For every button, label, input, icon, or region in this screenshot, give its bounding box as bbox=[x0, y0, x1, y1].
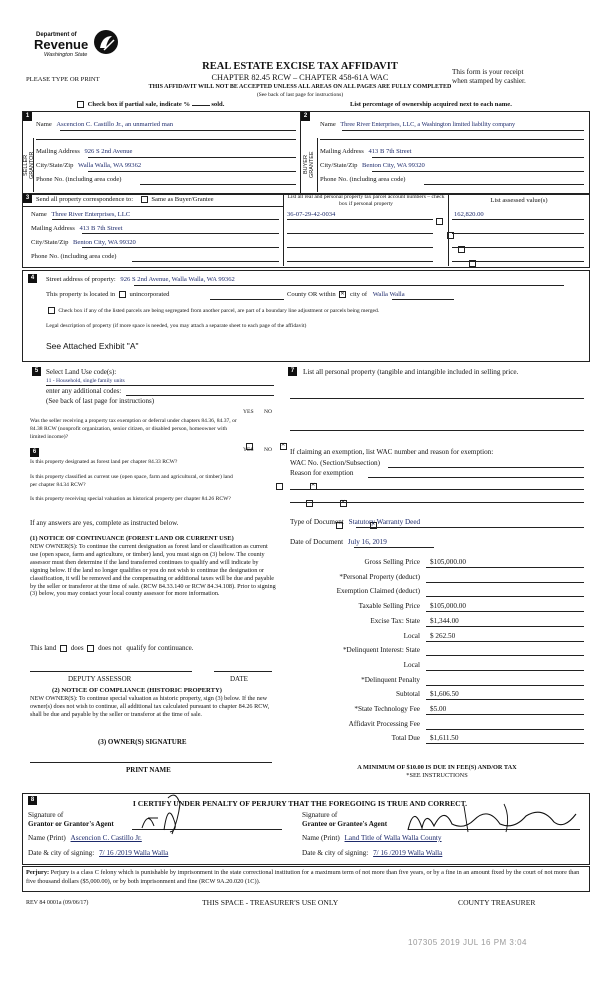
street-address-value[interactable]: 926 S 2nd Avenue, Walla Walla, WA 99362 bbox=[120, 276, 235, 283]
corr-city-row bbox=[31, 239, 136, 247]
unincorporated-label: unincorporated bbox=[129, 291, 170, 299]
wac-no-label: WAC No. (Section/Subsection) bbox=[290, 459, 381, 467]
exemption-no-checkbox[interactable] bbox=[280, 443, 287, 450]
grantee-print-value[interactable]: Land Title of Walla Walla County bbox=[344, 834, 442, 842]
buyer-grantee-label: BUYER GRANTEE bbox=[303, 151, 315, 179]
grantee-mailing-label: Mailing Address bbox=[320, 148, 364, 155]
grantor-name-value[interactable]: Ascencion C. Castillo Jr., an unmarried man bbox=[56, 121, 174, 128]
s6-no-header: NO bbox=[264, 447, 273, 453]
this-land-label: This land bbox=[30, 644, 57, 652]
land-use-label: Select Land Use code(s): bbox=[46, 368, 117, 376]
located-row bbox=[46, 291, 169, 299]
county-treasurer: COUNTY TREASURER bbox=[458, 898, 536, 907]
owner-signature-label: (3) OWNER(S) SIGNATURE bbox=[98, 738, 187, 746]
qualify-label: qualify for continuance. bbox=[126, 644, 194, 652]
reason-label: Reason for exemption bbox=[290, 469, 354, 477]
fee-value-5[interactable]: $1,344.00 bbox=[430, 616, 459, 625]
grantor-print-row bbox=[28, 834, 142, 842]
grantor-city-label: City/State/Zip bbox=[36, 162, 74, 169]
grantor-mailing-row bbox=[36, 148, 132, 156]
forest-yes-checkbox[interactable] bbox=[276, 483, 283, 490]
partial-sale-label: Check box if partial sale, indicate % bbox=[87, 101, 191, 109]
fee-label-4: Taxable Selling Price bbox=[358, 602, 420, 611]
parcel-header: List all real and personal property tax parcel account numbers – check box if personal property bbox=[287, 194, 445, 207]
fee-label-6: Local bbox=[403, 631, 420, 640]
segregated-label: Check box if any of the listed parcels are being segregated from another parcel, are part of a boundary line adjustment or parcels being merged. bbox=[58, 307, 380, 314]
logo-state: Washington State bbox=[44, 52, 88, 58]
grantee-name-label: Name bbox=[320, 121, 336, 128]
corr-mailing-value[interactable]: 413 B 7th Street bbox=[79, 225, 123, 232]
additional-codes-label: enter any additional codes: bbox=[46, 387, 122, 395]
corr-city-label: City/State/Zip bbox=[31, 239, 69, 246]
form-number: REV 84 0001a (09/06/17) bbox=[26, 900, 89, 906]
does-label: does bbox=[70, 644, 84, 652]
seller-grantor-label: SELLER GRANTOR bbox=[23, 151, 35, 179]
section-6-number: 6 bbox=[30, 448, 39, 457]
within-city-checkbox[interactable] bbox=[339, 291, 346, 298]
please-type: PLEASE TYPE OR PRINT bbox=[26, 76, 100, 83]
grantee-name-value[interactable]: Three River Enterprises, LLC, a Washington limited liability company bbox=[340, 121, 516, 128]
current-use-yes-checkbox[interactable] bbox=[306, 500, 313, 507]
see-instructions-note: *SEE INSTRUCTIONS bbox=[406, 772, 468, 779]
grantee-date-row bbox=[302, 849, 442, 857]
grantor-city-row bbox=[36, 162, 141, 170]
legal-description-label: Legal description of property (if more space is needed, you may attach a separate sheet to each page of the affidavit) bbox=[46, 323, 307, 329]
partial-sale bbox=[75, 101, 224, 109]
grantee-date-label: Date & city of signing: bbox=[302, 849, 369, 857]
receipt-note-2: when stamped by cashier. bbox=[452, 77, 526, 85]
corr-city-value[interactable]: Benton City, WA 99320 bbox=[73, 239, 136, 246]
corr-name-value[interactable]: Three River Enterprises, LLC bbox=[51, 211, 131, 218]
exemption-question: Was the seller receiving a property tax exemption or deferral under chapters 84.36, 84.37, or 84.38 RCW (nonprofit organization, senior citizen, or disabled person, homeowner with limited income)? bbox=[30, 418, 237, 440]
grantor-mailing-label: Mailing Address bbox=[36, 148, 80, 155]
assessor-date-label: DATE bbox=[230, 675, 248, 683]
assessed-value-1[interactable]: 162,820.00 bbox=[454, 211, 484, 218]
assessed-header: List assessed value(s) bbox=[490, 197, 548, 204]
see-back-note: (See back of last page for instructions) bbox=[256, 92, 344, 98]
deputy-assessor-label: DEPUTY ASSESSOR bbox=[68, 675, 132, 683]
section-1-number: 1 bbox=[23, 112, 32, 121]
grantor-print-value[interactable]: Ascencion C. Castillo Jr. bbox=[70, 834, 142, 842]
segregated-row bbox=[46, 307, 379, 315]
notice-continuance-body: NEW OWNER(S): To continue the current designation as forest land or classification as current use (open space, farm and agriculture, or timber) land, you must sign on (3) below. The county assessor must then determine if the land transferred continues to qualify and will indicate by signing below. If the land no longer qualifies or you do not wish to continue the designation or classification, it will be removed and the compensating or additional taxes will be due and payable by the seller or transferor at the time of sale. (RCW 84.33.140 or RCW 84.34.108). Prior to signing (3) below, you may contact your local county assessor for more information. bbox=[30, 543, 276, 598]
property-city-value[interactable]: Walla Walla bbox=[372, 291, 405, 299]
doc-type-value[interactable]: Statutory Warranty Deed bbox=[348, 518, 421, 526]
fee-label-3: Exemption Claimed (deduct) bbox=[336, 587, 420, 596]
does-checkbox[interactable] bbox=[60, 645, 67, 652]
does-not-label: does not bbox=[98, 644, 122, 652]
fee-label-10: Subtotal bbox=[396, 690, 420, 699]
personal-property-checkbox-1[interactable] bbox=[436, 218, 443, 225]
fee-label-11: *State Technology Fee bbox=[354, 705, 420, 713]
fee-label-5: Excise Tax: State bbox=[370, 616, 420, 625]
grantee-phone-label: Phone No. (including area code) bbox=[320, 176, 406, 183]
not-accepted-notice: THIS AFFIDAVIT WILL NOT BE ACCEPTED UNLESS ALL AREAS ON ALL PAGES ARE FULLY COMPLETED bbox=[148, 84, 452, 90]
sig-grantor-line1: Signature of bbox=[28, 811, 64, 819]
fee-label-1: Gross Selling Price bbox=[364, 558, 420, 566]
section-7-number: 7 bbox=[288, 367, 297, 376]
logo-revenue: Revenue bbox=[34, 37, 89, 52]
forest-question: Is this property designated as forest land per chapter 84.33 RCW? bbox=[30, 459, 178, 465]
historic-question: Is this property receiving special valuation as historical property per chapter 84.26 RCW? bbox=[30, 496, 231, 502]
certify-statement: I CERTIFY UNDER PENALTY OF PERJURY THAT THE FOREGOING IS TRUE AND CORRECT. bbox=[132, 799, 468, 808]
grantor-name-label: Name bbox=[36, 121, 52, 128]
parcel-number-1[interactable]: 36-07-29-42-0034 bbox=[287, 211, 336, 218]
grantee-print-row bbox=[302, 834, 442, 842]
form-chapter: CHAPTER 82.45 RCW – CHAPTER 458-61A WAC bbox=[211, 73, 389, 82]
send-correspondence-row bbox=[36, 196, 214, 204]
doc-type-row bbox=[290, 518, 420, 526]
fee-value-4[interactable]: $105,000.00 bbox=[430, 602, 466, 611]
grantee-city-row bbox=[320, 162, 425, 170]
s6-yes-header: YES bbox=[243, 447, 254, 453]
land-use-value[interactable]: 11 - Household, single family units bbox=[46, 378, 125, 384]
receipt-note-1: This form is your receipt bbox=[452, 68, 524, 76]
located-label: This property is located in bbox=[46, 291, 116, 299]
grantor-name-row bbox=[36, 121, 173, 129]
form-title: REAL ESTATE EXCISE TAX AFFIDAVIT bbox=[202, 61, 398, 72]
same-as-buyer-label: Same as Buyer/Grantee bbox=[151, 196, 214, 204]
section-5-number: 5 bbox=[32, 367, 41, 376]
grantor-city-value[interactable]: Walla Walla, WA 99362 bbox=[78, 162, 142, 169]
perjury-label: Perjury: bbox=[26, 869, 50, 876]
fee-label-12: Affidavit Processing Fee bbox=[348, 719, 420, 728]
section-8-number: 8 bbox=[28, 796, 37, 805]
current-use-no-checkbox[interactable] bbox=[340, 500, 347, 507]
perjury-text: Perjury is a class C felony which is punishable by imprisonment in the state correctional institution for a maximum term of not more than five years, or by a fine in an amount fixed by the court of not more than five thousand dollars ($5,000.00), or by both imprisonment and fine (RCW 9A.20.020 (1C)). bbox=[26, 869, 580, 885]
fee-value-13[interactable]: $1,611.50 bbox=[430, 734, 459, 743]
grantor-signature[interactable] bbox=[134, 790, 214, 840]
grantee-date-value[interactable]: 7/ 16 /2019 Walla Walla bbox=[373, 849, 443, 857]
s5-yes-header: YES bbox=[243, 409, 254, 415]
fee-label-9: *Delinquent Penalty bbox=[361, 675, 420, 684]
doc-type-label: Type of Document bbox=[290, 518, 344, 526]
sig-grantor-line2: Grantor or Grantor's Agent bbox=[28, 820, 114, 828]
dor-logo-icon bbox=[92, 28, 120, 56]
print-name-label: PRINT NAME bbox=[126, 766, 171, 774]
fee-label-7: *Delinquent Interest: State bbox=[342, 646, 420, 655]
notice-compliance-title: (2) NOTICE OF COMPLIANCE (HISTORIC PROPERTY) bbox=[52, 687, 222, 694]
grantee-mailing-row bbox=[320, 148, 411, 156]
does-not-checkbox[interactable] bbox=[87, 645, 94, 652]
land-use-see-back: (See back of last page for instructions) bbox=[46, 397, 155, 405]
logo-department: Department of bbox=[36, 32, 77, 38]
grantee-signature[interactable] bbox=[404, 800, 580, 836]
grantee-name-row bbox=[320, 121, 515, 129]
doc-date-value[interactable]: July 16, 2019 bbox=[347, 538, 387, 546]
minimum-fee-note: A MINIMUM OF $10.00 IS DUE IN FEE(S) AND/OR TAX bbox=[357, 764, 517, 771]
fee-label-2: *Personal Property (deduct) bbox=[339, 572, 420, 581]
fee-value-11[interactable]: $5.00 bbox=[430, 705, 447, 713]
street-address-label: Street address of property: bbox=[46, 276, 116, 283]
county-or-label: County OR within bbox=[287, 291, 336, 299]
section-2-number: 2 bbox=[301, 112, 310, 121]
exemption-claim-label: If claiming an exemption, list WAC number and reason for exemption: bbox=[290, 448, 494, 456]
notice-continuance-title: (1) NOTICE OF CONTINUANCE (FOREST LAND OR CURRENT USE) bbox=[30, 535, 234, 542]
fee-value-1[interactable]: $105,000.00 bbox=[430, 558, 466, 566]
unincorporated-checkbox[interactable] bbox=[119, 291, 126, 298]
corr-name-label: Name bbox=[31, 211, 47, 218]
fee-value-10[interactable]: $1,606.50 bbox=[430, 690, 459, 699]
partial-sale-checkbox[interactable] bbox=[77, 101, 84, 108]
s5-no-header: NO bbox=[264, 409, 273, 415]
doc-date-label: Date of Document bbox=[290, 538, 344, 546]
city-of-label: city of bbox=[350, 291, 368, 299]
send-correspondence-label: Send all property correspondence to: bbox=[36, 196, 134, 204]
street-address-row bbox=[46, 276, 235, 284]
cashier-stamp: 107305 2019 JUL 16 PM 3:04 bbox=[408, 938, 528, 947]
same-as-buyer-checkbox[interactable] bbox=[141, 196, 148, 203]
if-yes-note: If any answers are yes, complete as instructed below. bbox=[30, 519, 179, 527]
fee-label-13: Total Due bbox=[391, 734, 420, 743]
current-use-question: Is this property classified as current use (open space, farm and agricultural, or timber) land per chapter 84.34 RCW? bbox=[30, 474, 233, 488]
corr-mailing-row bbox=[31, 225, 122, 233]
grantor-date-row bbox=[28, 849, 168, 857]
partial-sale-sold: sold. bbox=[211, 101, 225, 109]
segregated-checkbox[interactable] bbox=[48, 307, 55, 314]
section-3-number: 3 bbox=[23, 194, 32, 203]
perjury-statement bbox=[26, 869, 584, 886]
grantee-city-label: City/State/Zip bbox=[320, 162, 358, 169]
section-4-number: 4 bbox=[28, 274, 37, 283]
treasurer-use-only: THIS SPACE - TREASURER'S USE ONLY bbox=[202, 898, 339, 907]
corr-phone-label: Phone No. (including area code) bbox=[31, 253, 117, 260]
notice-compliance-body: NEW OWNER(S): To continue special valuation as historic property, sign (3) below. If the new owner(s) does not wish to continue, all additional tax calculated pursuant to chapter 84.26 RCW, shall be due and payable by the seller or transferor at the time of sale. bbox=[30, 695, 270, 718]
exhibit-a-text: See Attached Exhibit "A" bbox=[46, 341, 139, 351]
sig-grantee-line1: Signature of bbox=[302, 811, 338, 819]
personal-property-label: List all personal property (tangible and intangible included in selling price. bbox=[303, 368, 519, 376]
corr-name-row bbox=[31, 211, 130, 219]
grantor-print-label: Name (Print) bbox=[28, 834, 66, 842]
fee-value-6[interactable]: $ 262.50 bbox=[430, 631, 456, 640]
grantee-city-value[interactable]: Benton City, WA 99320 bbox=[362, 162, 425, 169]
corr-mailing-label: Mailing Address bbox=[31, 225, 75, 232]
grantor-mailing-value[interactable]: 926 S 2nd Avenue bbox=[84, 148, 133, 155]
land-qualify-row bbox=[30, 644, 193, 652]
grantee-print-label: Name (Print) bbox=[302, 834, 340, 842]
fee-label-8: Local bbox=[403, 660, 420, 669]
grantee-mailing-value[interactable]: 413 B 7th Street bbox=[368, 148, 412, 155]
doc-date-row bbox=[290, 538, 387, 546]
county-or-row bbox=[287, 291, 405, 299]
sig-grantee-line2: Grantee or Grantee's Agent bbox=[302, 820, 388, 828]
grantor-date-value[interactable]: 7/ 16 /2019 Walla Walla bbox=[99, 849, 169, 857]
ownership-note: List percentage of ownership acquired next to each name. bbox=[350, 101, 512, 108]
grantor-date-label: Date & city of signing: bbox=[28, 849, 95, 857]
grantor-phone-label: Phone No. (including area code) bbox=[36, 176, 122, 183]
